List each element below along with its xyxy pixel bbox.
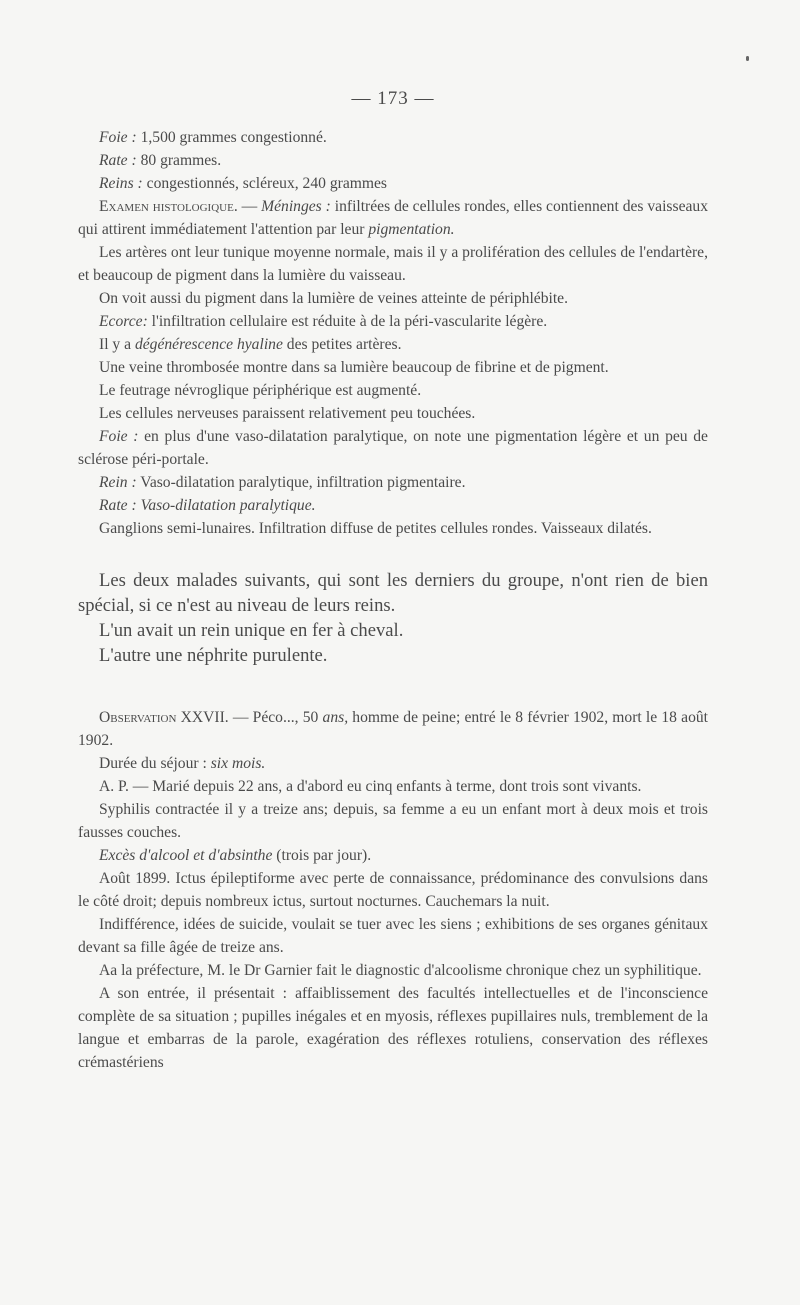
page-number: — 173 — <box>351 88 435 109</box>
text-run: On voit aussi du pigment dans la lumière de veines atteinte de périphlébite. <box>99 290 568 307</box>
paragraph <box>78 356 708 379</box>
text-run: Les artères ont leur tunique moyenne normale, mais il y a prolifération des cellules de l'endartère, et beaucoup de pigment dans la lumière du vaisseau. <box>78 244 708 284</box>
paragraph <box>78 959 708 982</box>
paragraph: L'autre une néphrite purulente. <box>99 645 328 666</box>
text-run: — Péco..., 50 <box>228 709 323 726</box>
text-run: — <box>237 198 262 215</box>
text-run: Août 1899. Ictus épileptiforme avec perte de connaissance, prédominance des convulsions dans le côté droit; depuis nombreux ictus, surtout nocturnes. Cauchemars la nuit. <box>78 870 708 910</box>
autopsy-findings <box>78 126 708 540</box>
paragraph <box>78 471 708 494</box>
paragraph <box>78 775 708 798</box>
text-run: infiltrées de cellules rondes, elles contiennent des vaisseaux qui attirent immédiatement l'attention par leur <box>78 198 709 238</box>
italic-run: Excès d'alcool et d'absinthe <box>99 847 273 864</box>
paragraph <box>78 172 708 195</box>
text-run: A son entrée, il présentait : affaiblissement des facultés intellectuelles et de l'inconscience complète de sa situation ; pupilles inégales et en myosis, réflexes pupillaires nuls, tremblement de la langue et embarras de la parole, exagération des réflexes rotuliens, conservation des réflexes crémastériens <box>78 985 708 1071</box>
text-run: 80 grammes. <box>136 152 222 169</box>
italic-run: Rate : <box>99 152 137 169</box>
italic-run: Foie : <box>99 428 139 445</box>
paragraph: L'un avait un rein unique en fer à cheval. <box>99 620 404 641</box>
paragraph <box>78 752 708 775</box>
text-run: Vaso-dilatation paralytique, infiltration pigmentaire. <box>136 474 466 491</box>
text-run: 1,500 grammes congestionné. <box>136 129 327 146</box>
text-run: Les cellules nerveuses paraissent relativement peu touchées. <box>99 405 476 422</box>
paragraph <box>78 149 708 172</box>
paragraph <box>78 982 708 1074</box>
paragraph <box>78 379 708 402</box>
italic-run: pigmentation. <box>368 221 455 238</box>
text-run: Il y a <box>99 336 135 353</box>
paragraph <box>78 241 708 287</box>
italic-run: Rein : <box>99 474 137 491</box>
document-page <box>78 88 708 1074</box>
paragraph <box>78 798 708 844</box>
text-run: (trois par jour). <box>272 847 372 864</box>
italic-run: Reins : <box>99 175 143 192</box>
text-run: l'infiltration cellulaire est réduite à de la péri-vascularite légère. <box>147 313 548 330</box>
italic-run: Ecorce: <box>99 313 148 330</box>
paragraph <box>78 195 708 241</box>
ink-speck <box>746 56 749 61</box>
transition-paragraph <box>78 568 708 668</box>
text-run: Durée du séjour : <box>99 755 211 772</box>
paragraph: Les deux malades suivants, qui sont les derniers du groupe, n'ont rien de bien spécial, si ce n'est au niveau de leurs reins. <box>78 570 708 616</box>
paragraph <box>78 402 708 425</box>
small-caps-run: Examen histologique. <box>99 198 238 215</box>
text-run: Ganglions semi-lunaires. Infiltration diffuse de petites cellules rondes. Vaisseaux dilatés. <box>99 520 652 537</box>
italic-run: Rate : Vaso-dilatation paralytique. <box>99 497 316 514</box>
italic-run: ans, <box>322 709 349 726</box>
paragraph <box>78 287 708 310</box>
text-run: Aa la préfecture, M. le Dr Garnier fait le diagnostic d'alcoolisme chronique chez un syphilitique. <box>99 962 702 979</box>
paragraph <box>78 706 708 752</box>
paragraph <box>78 913 708 959</box>
paragraph <box>78 517 708 540</box>
paragraph <box>78 333 708 356</box>
text-run: Syphilis contractée il y a treize ans; depuis, sa femme a eu un enfant mort à deux mois et trois fausses couches. <box>78 801 708 841</box>
paragraph <box>78 126 708 149</box>
italic-run: Foie : <box>99 129 137 146</box>
text-run: Le feutrage névroglique périphérique est augmenté. <box>99 382 422 399</box>
paragraph <box>78 867 708 913</box>
text-run: congestionnés, scléreux, 240 grammes <box>142 175 387 192</box>
observation-xxvii <box>78 706 708 1074</box>
text-run: Indifférence, idées de suicide, voulait se tuer avec les siens ; exhibitions de ses organes génitaux devant sa fille âgée de treize ans. <box>78 916 708 956</box>
text-run: en plus d'une vaso-dilatation paralytique, on note une pigmentation légère et un peu de sclérose péri-portale. <box>78 428 708 468</box>
small-caps-run: Observation XXVII. <box>99 709 229 726</box>
paragraph <box>78 844 708 867</box>
text-run: homme de peine; entré le 8 février 1902, mort le 18 août 1902. <box>78 709 708 749</box>
paragraph <box>78 494 708 517</box>
paragraph <box>78 425 708 471</box>
italic-run: dégénérescence hyaline <box>134 336 283 353</box>
text-run: Une veine thrombosée montre dans sa lumière beaucoup de fibrine et de pigment. <box>99 359 609 376</box>
paragraph <box>78 310 708 333</box>
text-run: des petites artères. <box>282 336 402 353</box>
italic-run: six mois. <box>210 755 266 772</box>
italic-run: Méninges : <box>261 198 331 215</box>
text-run: A. P. — Marié depuis 22 ans, a d'abord eu cinq enfants à terme, dont trois sont vivants. <box>99 778 642 795</box>
